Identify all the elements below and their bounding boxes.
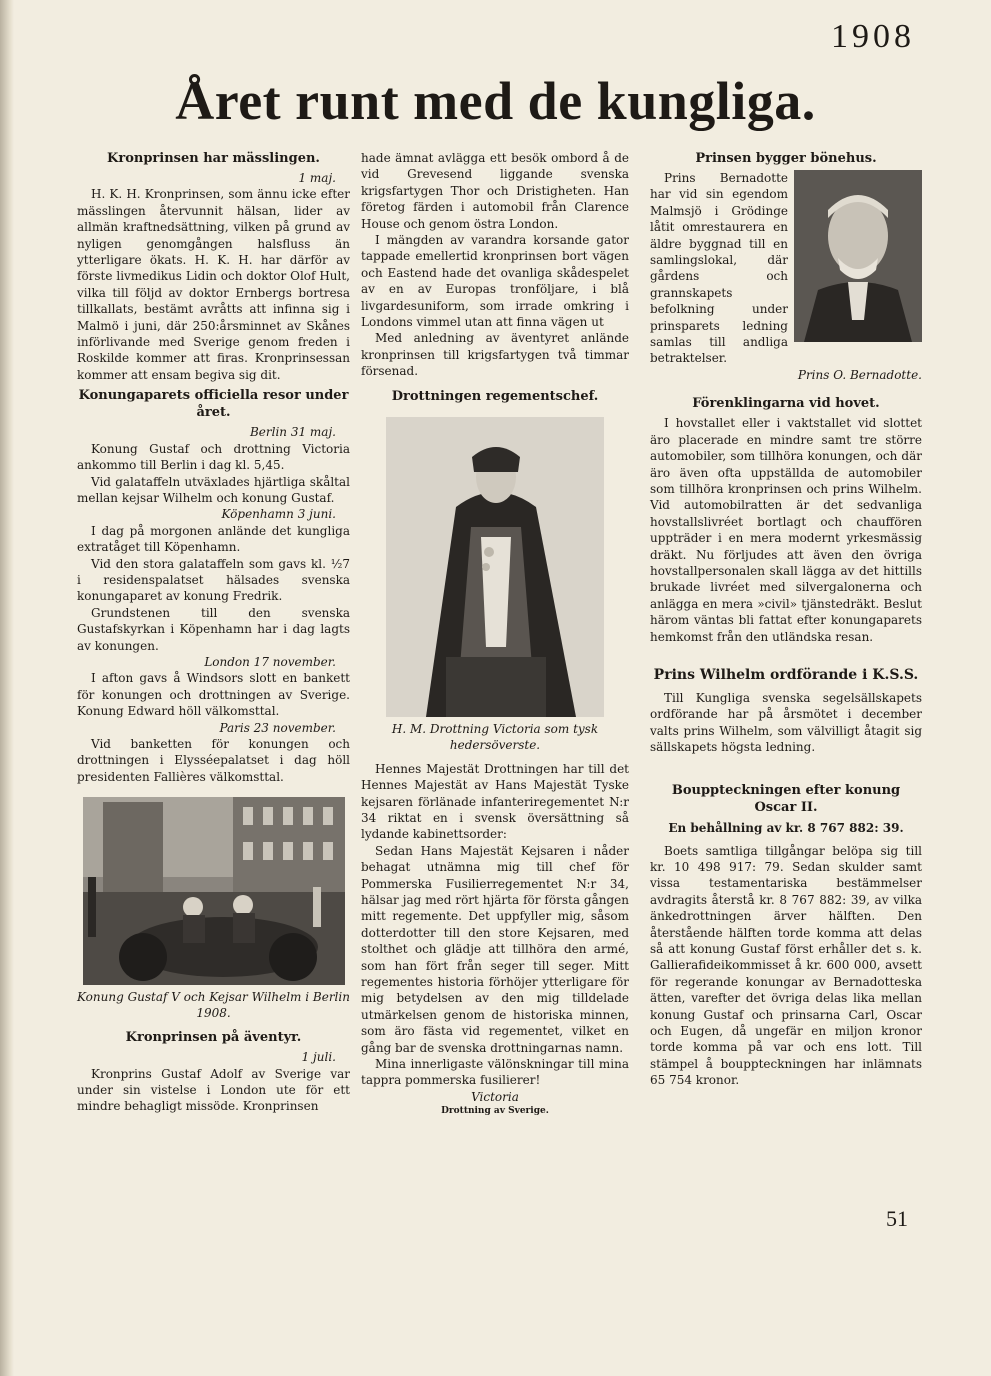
- heading-estate: Bouppteckningen efter konung Oscar II.: [671, 782, 901, 815]
- paragraph-adventure-3: Med anledning av äventyret anlände kronprinsen till krigsfartygen två timmar försenad.: [361, 331, 629, 379]
- article-court: I hovstallet eller i vaktstallet vid slottet äro placerade en mindre samt tre större automobiler, som tillhöra konungen, och där äro även ofta uppställda de automobiler som tillhöra kronprinsen och prins Wilhelm. Vid automobilratten är det sedvanliga hovstallslivréet bortlagt och chauffören uppträder i en mera modernt yrkesmässig dräkt. Nu förljudes att även den övriga hovstallpersonalen skall lägga av det hittills brukade livréet med silvergalonerna och anlägga en mera »civil» tjänstedräkt. Beslut härom väntas bli fattat efter konungaparets hemkomst från den utländska resan.: [650, 416, 922, 644]
- article-measles: H. K. H. Kronprinsen, som ännu icke efter mässlingen återvunnit hälsan, lider av allmän kraftnedsättning, vilken på grund av nyligen genomgången halsfluss än ytterligare ökats. H. K. H. har därför av förste livmedikus Lidin och doktor Olof Hult, vilka till följd av doktor Ernbergs bortresa tillkallats, bestämt avråtts att infinna sig i Malmö i juni, där 250:årsminnet av Skånes införlivande med Sverige genom freden i Roskilde kommer att firas. Kronprinsessan kommer att ensam begiva sig dit.: [77, 187, 350, 382]
- portrait-caption-bernadotte: Prins O. Bernadotte.: [797, 367, 922, 382]
- year-heading: 1908: [831, 18, 915, 55]
- page-number: 51: [886, 1206, 908, 1231]
- paragraph-berlin-1: Konung Gustaf och drottning Victoria ankommo till Berlin i dag kl. 5,45.: [77, 441, 350, 473]
- dateline-paris: Paris 23 november.: [219, 720, 336, 735]
- paragraph-queen-order: Sedan Hans Majestät Kejsaren i nåder behagat utnämna mig till chef för Pommerska Fusilierregementet N:r 34, hälsar jag med rört hjärta för första gången mitt regemente. Det uppfyller mig, såsom dotterdotter till den store Kejsaren, med stolthet och glädje att tillhöra den armé, som han fört från seger till seger. Mitt regementes historia förhöjer ytterligare för mig betydelsen av den mig tilldelade utmärkelsen genom de historiska minnen, som äro fästa vid regementet, vilket en gång bar de svenska drottningarnas namn.: [361, 843, 629, 1055]
- article-chapel: Prins Bernadotte har vid sin egendom Malmsjö i Grödinge låtit omrestaurera en äldre byggnad till en samlingslokal, där gårdens och grannskapets befolkning under prinsparets ledning samlas till andliga betraktelser.: [650, 171, 788, 366]
- paragraph-kopenhamn-1: I dag på morgonen anlände det kungliga extratåget till Köpenhamn.: [77, 523, 350, 555]
- heading-court: Förenklingarna vid hovet.: [692, 396, 880, 412]
- article-kss: Till Kungliga svenska segelsällskapets ordförande har på årsmötet i december valts prins Wilhelm, som välvilligt åtagit sig sällskapets högsta ledning.: [650, 690, 922, 755]
- signature-title: Drottning av Sverige.: [441, 1105, 549, 1116]
- photo-prince-bernadotte-illustration: [794, 170, 922, 342]
- article-adventure-continued: hade ämnat avlägga ett besök ombord å de vid Grevesend liggande svenska krigsfartygen Thor och Dristigheten. Han företog färden i automobil från Clarence House och genom östra London.: [361, 151, 629, 231]
- article-adventure-start: Kronprins Gustaf Adolf av Sverige var under sin vistelse i London ute för ett mindre behagligt missöde. Kronprinsen: [77, 1066, 350, 1114]
- paragraph-queen-1: Hennes Majestät Drottningen har till det Hennes Majestät av Hans Majestät Tyske kejsaren förlänade infanteriregementet N:r 34 riktat en i svensk översättning så lydande kabinettsorder:: [361, 761, 629, 842]
- paragraph-berlin-2: Vid galataffeln utväxlades hjärtliga skåltal mellan kejsar Wilhelm och konung Gustaf.: [77, 474, 350, 505]
- paragraph-kopenhamn-3: Grundstenen till den svenska Gustafskyrkan i Köpenhamn har i dag lagts av konungen.: [77, 605, 350, 653]
- page-title: Året runt med de kungliga.: [175, 71, 816, 131]
- photo-prince-bernadotte: [794, 170, 922, 342]
- heading-measles: Kronprinsen har mässlingen.: [107, 151, 320, 166]
- photo-queen-victoria-illustration: [386, 417, 604, 717]
- dateline-adventure: 1 juli.: [301, 1050, 336, 1065]
- dateline-kopenhamn: Köpenhamn 3 juni.: [221, 507, 336, 522]
- dateline-london: London 17 november.: [204, 654, 336, 669]
- dateline-berlin: Berlin 31 maj.: [249, 425, 336, 440]
- subheading-estate: En behållning av kr. 8 767 882: 39.: [668, 820, 904, 835]
- heading-adventure: Kronprinsen på äventyr.: [125, 1030, 302, 1046]
- heading-travels: Konungaparets officiella resor under året.: [78, 388, 349, 421]
- paragraph-queen-wishes: Mina innerligaste välönskningar till mina tappra pommerska fusilierer!: [361, 1057, 629, 1088]
- paragraph-london: I afton gavs å Windsors slott en bankett för konungen och drottningen av Sverige. Konung Edward höll välkomsttal.: [77, 671, 350, 719]
- heading-chapel: Prinsen bygger bönehus.: [695, 151, 877, 166]
- signature-name: Victoria: [471, 1089, 519, 1104]
- heading-queen-regiment: Drottningen regementschef.: [391, 388, 599, 404]
- column-1: [77, 150, 350, 1115]
- book-spine-shadow: [0, 0, 14, 1376]
- paragraph-adventure-2: I mängden av varandra korsande gator tappade emellertid kronprinsen bort vägen och Eastend hade det ovanliga skådespelet av en av Europas tronföljare, i blå livgardesuniform, som irrade omkring i Londons vimmel utan att finna vägen ut: [361, 233, 629, 330]
- article-estate: Boets samtliga tillgångar belöpa sig till kr. 10 498 917: 79. Sedan skulder samt vissa testamentariska bestämmelser avdragits återstå kr. 8 767 882: 39, av vilka änkedrottningen ärver hälften. Den återstående hälften torde komma att delas så att konung Gustaf först erhåller det s. k. Gallierafideikommisset å kr. 600 000, avsett för regerande konungar av Bernadotteska ätten, varefter det övriga delas lika mellan konung Gustaf och prinsarna Carl, Oscar och Eugen, då ungefär en miljon kronor torde komma på var och ens lott. Till stämpel å bouppteckningen har inlämnats 65 754 kronor.: [650, 843, 922, 1088]
- heading-kss: Prins Wilhelm ordförande i K.S.S.: [653, 666, 919, 683]
- column-2: [361, 150, 629, 1118]
- column-3: [650, 150, 922, 1089]
- dateline-measles: 1 maj.: [298, 171, 336, 185]
- photo-caption-king-kaiser: Konung Gustaf V och Kejsar Wilhelm i Berlin 1908.: [77, 990, 350, 1021]
- photo-king-kaiser: [83, 797, 345, 985]
- paragraph-paris: Vid banketten för konungen och drottningen i Elysséepalatset i dag höll presidenten Fallières välkomsttal.: [77, 737, 350, 784]
- photo-caption-queen: H. M. Drottning Victoria som tysk hedersöverste.: [391, 721, 599, 752]
- photo-queen-victoria: [386, 417, 604, 717]
- photo-king-kaiser-illustration: [83, 797, 345, 985]
- paragraph-kopenhamn-2: Vid den stora galataffeln som gavs kl. ½7 i residenspalatset hälsades svenska konungaparet av konung Fredrik.: [77, 556, 350, 604]
